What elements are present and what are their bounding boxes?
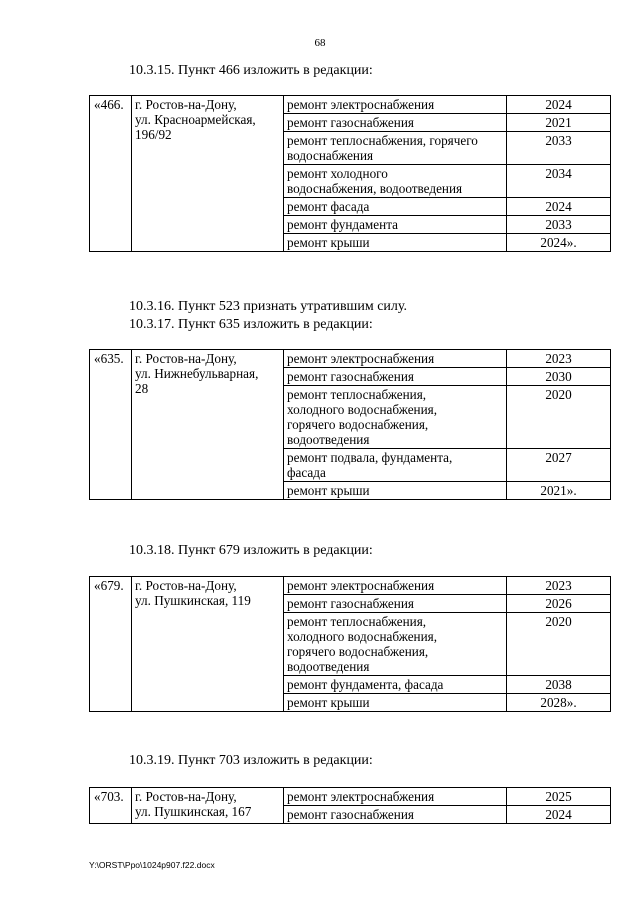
work-type-line: ремонт электроснабжения bbox=[287, 789, 435, 804]
year-cell: 2034 bbox=[507, 165, 611, 198]
work-type-line: холодного водоснабжения, bbox=[287, 629, 438, 644]
work-type-line: ремонт теплоснабжения, bbox=[287, 614, 427, 629]
year-cell: 2033 bbox=[507, 132, 611, 165]
work-type-line: ремонт электроснабжения bbox=[287, 578, 435, 593]
work-type-cell bbox=[284, 482, 507, 500]
address-line: ул. Нижнебульварная, bbox=[135, 366, 259, 381]
year-cell: 2028». bbox=[507, 694, 611, 712]
address-line: ул. Пушкинская, 119 bbox=[135, 593, 251, 608]
work-type-line: ремонт электроснабжения bbox=[287, 97, 435, 112]
year-cell: 2033 bbox=[507, 216, 611, 234]
work-type-cell bbox=[284, 449, 507, 482]
work-type-line: ремонт газоснабжения bbox=[287, 807, 414, 822]
year-cell: 2038 bbox=[507, 676, 611, 694]
year-cell: 2023 bbox=[507, 577, 611, 595]
address-line: 196/92 bbox=[135, 127, 172, 142]
work-type-line: горячего водоснабжения, bbox=[287, 644, 429, 659]
file-path-footer: Y:\ORST\Ppo\1024p907.f22.docx bbox=[89, 860, 215, 870]
work-type-cell bbox=[284, 216, 507, 234]
item-number: «466. bbox=[90, 96, 132, 252]
work-type-cell bbox=[284, 613, 507, 676]
address-line: г. Ростов-на-Дону, bbox=[135, 351, 237, 366]
work-type-line: ремонт теплоснабжения, горячего bbox=[287, 133, 478, 148]
year-cell: 2024». bbox=[507, 234, 611, 252]
work-type-line: водоснабжения, водоотведения bbox=[287, 181, 463, 196]
work-type-line: ремонт электроснабжения bbox=[287, 351, 435, 366]
paragraph-10-3-19: 10.3.19. Пункт 703 изложить в редакции: bbox=[129, 753, 373, 768]
table-row bbox=[90, 577, 611, 595]
work-type-line: водоотведения bbox=[287, 659, 370, 674]
table-item-703 bbox=[89, 787, 611, 824]
year-cell: 2020 bbox=[507, 613, 611, 676]
address-line: ул. Пушкинская, 167 bbox=[135, 804, 252, 819]
address-line: г. Ростов-на-Дону, bbox=[135, 578, 237, 593]
work-type-line: водоснабжения bbox=[287, 148, 374, 163]
work-type-line: ремонт газоснабжения bbox=[287, 596, 414, 611]
work-type-cell bbox=[284, 806, 507, 824]
work-type-cell bbox=[284, 198, 507, 216]
work-type-line: холодного водоснабжения, bbox=[287, 402, 438, 417]
work-type-line: ремонт подвала, фундамента, bbox=[287, 450, 453, 465]
year-cell: 2025 bbox=[507, 788, 611, 806]
work-type-cell bbox=[284, 350, 507, 368]
work-type-cell bbox=[284, 676, 507, 694]
year-cell: 2030 bbox=[507, 368, 611, 386]
work-type-cell bbox=[284, 595, 507, 613]
work-type-cell bbox=[284, 234, 507, 252]
year-cell: 2021 bbox=[507, 114, 611, 132]
year-cell: 2026 bbox=[507, 595, 611, 613]
work-type-line: ремонт фасада bbox=[287, 199, 370, 214]
work-type-line: фасада bbox=[287, 465, 326, 480]
year-cell: 2020 bbox=[507, 386, 611, 449]
address-line: г. Ростов-на-Дону, bbox=[135, 97, 237, 112]
address-line: 28 bbox=[135, 381, 149, 396]
work-type-line: ремонт фундамента, фасада bbox=[287, 677, 444, 692]
work-type-line: ремонт газоснабжения bbox=[287, 369, 414, 384]
year-cell: 2024 bbox=[507, 806, 611, 824]
item-number: «679. bbox=[90, 577, 132, 712]
work-type-line: ремонт холодного bbox=[287, 166, 388, 181]
item-number: «635. bbox=[90, 350, 132, 500]
table-item-466 bbox=[89, 95, 611, 252]
work-type-line: ремонт крыши bbox=[287, 695, 370, 710]
work-type-cell bbox=[284, 368, 507, 386]
year-cell: 2021». bbox=[507, 482, 611, 500]
work-type-line: ремонт фундамента bbox=[287, 217, 398, 232]
address-cell bbox=[132, 577, 284, 712]
table-item-679 bbox=[89, 576, 611, 712]
work-type-cell bbox=[284, 386, 507, 449]
work-type-cell bbox=[284, 788, 507, 806]
year-cell: 2024 bbox=[507, 198, 611, 216]
address-cell bbox=[132, 350, 284, 500]
work-type-cell bbox=[284, 114, 507, 132]
page-number: 68 bbox=[314, 37, 326, 49]
year-cell: 2027 bbox=[507, 449, 611, 482]
work-type-cell bbox=[284, 165, 507, 198]
work-type-line: горячего водоснабжения, bbox=[287, 417, 429, 432]
paragraph-10-3-18: 10.3.18. Пункт 679 изложить в редакции: bbox=[129, 543, 373, 558]
paragraph-10-3-16: 10.3.16. Пункт 523 признать утратившим силу. bbox=[129, 299, 407, 314]
item-number: «703. bbox=[90, 788, 132, 824]
address-line: г. Ростов-на-Дону, bbox=[135, 789, 237, 804]
table-row bbox=[90, 96, 611, 114]
year-cell: 2024 bbox=[507, 96, 611, 114]
work-type-line: водоотведения bbox=[287, 432, 370, 447]
work-type-line: ремонт крыши bbox=[287, 483, 370, 498]
table-row bbox=[90, 788, 611, 806]
paragraph-10-3-15: 10.3.15. Пункт 466 изложить в редакции: bbox=[129, 63, 373, 78]
work-type-cell bbox=[284, 96, 507, 114]
year-cell: 2023 bbox=[507, 350, 611, 368]
address-cell bbox=[132, 788, 284, 824]
table-row bbox=[90, 350, 611, 368]
address-cell bbox=[132, 96, 284, 252]
work-type-cell bbox=[284, 694, 507, 712]
work-type-cell bbox=[284, 132, 507, 165]
work-type-line: ремонт теплоснабжения, bbox=[287, 387, 427, 402]
table-item-635 bbox=[89, 349, 611, 500]
work-type-cell bbox=[284, 577, 507, 595]
address-line: ул. Красноармейская, bbox=[135, 112, 256, 127]
work-type-line: ремонт крыши bbox=[287, 235, 370, 250]
work-type-line: ремонт газоснабжения bbox=[287, 115, 414, 130]
paragraph-10-3-17: 10.3.17. Пункт 635 изложить в редакции: bbox=[129, 317, 373, 332]
